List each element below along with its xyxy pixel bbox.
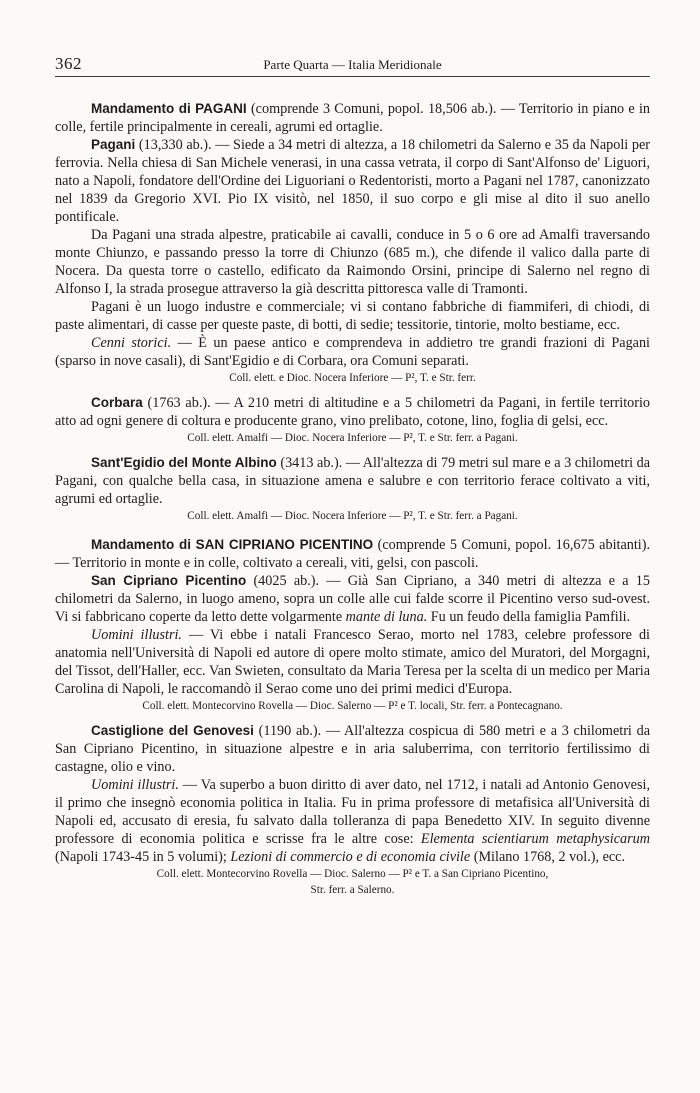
uomini-label: Uomini illustri.: [91, 627, 182, 643]
mandamento-heading: Mandamento di SAN CIPRIANO PICENTINO: [91, 537, 374, 552]
mandamento-heading: Mandamento di PAGANI: [91, 101, 247, 116]
cenni-text: — È un paese antico e comprendeva in addietro tre grandi frazioni di Pagani (sparso in nove casali), di Sant'Egidio e di Corbara, ora Comuni separati.: [55, 335, 650, 369]
santegidio-note: Coll. elett. Amalfi — Dioc. Nocera Inferiore — P², T. e Str. ferr. a Pagani.: [187, 510, 518, 522]
mandamento-sancipriano-paragraph: [55, 536, 650, 572]
castiglione-note-line2: Str. ferr. a Salerno.: [310, 884, 395, 896]
town-heading: Corbara: [91, 395, 143, 410]
castiglione-paragraph: [55, 722, 650, 776]
uomini-text: — Va superbo a buon diritto di aver dato, nel 1712, i natali ad Antonio Genovesi, il primo che insegnò economia politica in Italia. Fu in prima professore di metafisica all'Università di Napoli ed, accusato di eresia, fu salvato dalla tolleranza di papa Benedetto XIV. In seguito divenne professore di economia politica e scrisse fra le altre cose:: [55, 777, 650, 847]
cenni-label: Cenni storici.: [91, 335, 172, 351]
town-text: (1190 ab.). — All'altezza cospicua di 580 metri e a 3 chilometri da San Cipriano Picentino, in situazione alpestre e in aria saluberrima, con territorio fertilissimo di castagne, olio e vino.: [55, 723, 650, 775]
town-heading: Pagani: [91, 137, 136, 152]
book-info: (Milano 1768, 2 vol.), ecc.: [470, 849, 626, 865]
pagani-route-paragraph: Da Pagani una strada alpestre, praticabile ai cavalli, conduce in 5 o 6 ore ad Amalfi traversando monte Chiunzo, e passando presso la torre di Chiunzo (685 m.), che difende il valico dalla parte di Nocera. Da questa torre o castello, edificato da Raimondo Orsini, principe di Salerno nel regno di Alfonso I, la strada prosegue attraverso la già descritta pittoresca valle di Tramonti.: [55, 227, 650, 297]
pagani-history-paragraph: [55, 334, 650, 370]
page-body: [55, 100, 650, 898]
pagani-note: Coll. elett. e Dioc. Nocera Inferiore — P², T. e Str. ferr.: [229, 372, 476, 384]
town-text-tail: Fu un feudo della famiglia Pamfili.: [427, 609, 631, 625]
book-title: Elementa scientiarum metaphysicarum: [420, 831, 650, 847]
town-text: (13,330 ab.). — Siede a 34 metri di altezza, a 18 chilometri da Salerno e 35 da Napoli per ferrovia. Nella chiesa di San Michele venerasi, in una cassa vetrata, il corpo di Sant'Alfonso de' Liguori, nato a Napoli, fondatore dell'Ordine dei Liguoriani o Redentoristi, morto a Pagani nel 1787, canonizzato nel 1839 da Gregorio XVI. Pio IX visitò, nel 1850, il suo corpo e gli mise al dito il suo anello pontificale.: [55, 137, 650, 225]
book-title: Lezioni di commercio e di economia civile: [230, 849, 471, 865]
mandamento-pagani-paragraph: [55, 100, 650, 136]
page-number: 362: [55, 54, 82, 73]
corbara-note: Coll. elett. Amalfi — Dioc. Nocera Inferiore — P², T. e Str. ferr. a Pagani.: [187, 432, 518, 444]
pagani-industry-paragraph: Pagani è un luogo industre e commerciale; vi si contano fabbriche di fiammiferi, di chiodi, di paste alimentari, di casse per queste paste, di botti, di sedie; tessitorie, tintorie, molto bestiame, ecc.: [55, 299, 650, 333]
running-title: Parte Quarta — Italia Meridionale: [263, 57, 442, 72]
town-heading: Sant'Egidio del Monte Albino: [91, 455, 277, 470]
town-text: (4025 ab.). — Già San Cipriano, a 340 metri di altezza e a 15 chilometri da Salerno, in luogo ameno, sopra un colle alle cui falde scorre il Picentino verso sud-ovest. Vi si fabbricano coperte da letto dette volgarmente: [55, 573, 650, 625]
sancipriano-uomini-paragraph: [55, 626, 650, 698]
sancipriano-note: Coll. elett. Montecorvino Rovella — Dioc. Salerno — P² e T. locali, Str. ferr. a Pontecagnano.: [142, 700, 563, 712]
uomini-label: Uomini illustri.: [91, 777, 179, 793]
pagani-paragraph: [55, 136, 650, 226]
uomini-text: — Vi ebbe i natali Francesco Serao, morto nel 1783, celebre professore di anatomia nell'Università di Napoli ed autore di opere molto stimate, amico del Muratori, del Morgagni, del Tissot, dell'Haller, ecc. Van Swieten, consultato da Maria Teresa per la scelta di un medico per Maria Carolina di Napoli, le raccomandò il Serao come uno dei primi medici d'Europa.: [55, 627, 650, 697]
santegidio-paragraph: [55, 454, 650, 508]
book-info: (Napoli 1743-45 in 5 volumi);: [55, 849, 231, 865]
running-header: [55, 54, 650, 77]
italic-term: mante di luna.: [345, 609, 428, 625]
mandamento-text: (comprende 3 Comuni, popol. 18,506 ab.). — Territorio in piano e in colle, fertile principalmente in cereali, agrumi ed ortaglie.: [55, 101, 650, 135]
town-heading: San Cipriano Picentino: [91, 573, 247, 588]
town-text: (3413 ab.). — All'altezza di 79 metri sul mare e a 3 chilometri da Pagani, con qualche bella casa, in situazione amena e salubre e con territorio ferace coltivato a viti, agrumi ed ortaglie.: [55, 455, 651, 507]
town-heading: Castiglione del Genovesi: [91, 723, 254, 738]
mandamento-text: (comprende 5 Comuni, popol. 16,675 abitanti). — Territorio in monte e in colle, coltivato a cereali, viti, gelsi, con pascoli.: [55, 537, 650, 571]
sancipriano-paragraph: [55, 572, 650, 626]
town-text: (1763 ab.). — A 210 metri di altitudine e a 5 chilometri da Pagani, in fertile territorio atto ad ogni genere di coltura e producente grano, vino prelibato, cotone, lino, foglia di gelsi, ecc.: [55, 395, 650, 429]
castiglione-note-line1: Coll. elett. Montecorvino Rovella — Dioc. Salerno — P² e T. a San Cipriano Picentino,: [156, 868, 549, 880]
corbara-paragraph: [55, 394, 650, 430]
castiglione-uomini-paragraph: [55, 776, 650, 866]
